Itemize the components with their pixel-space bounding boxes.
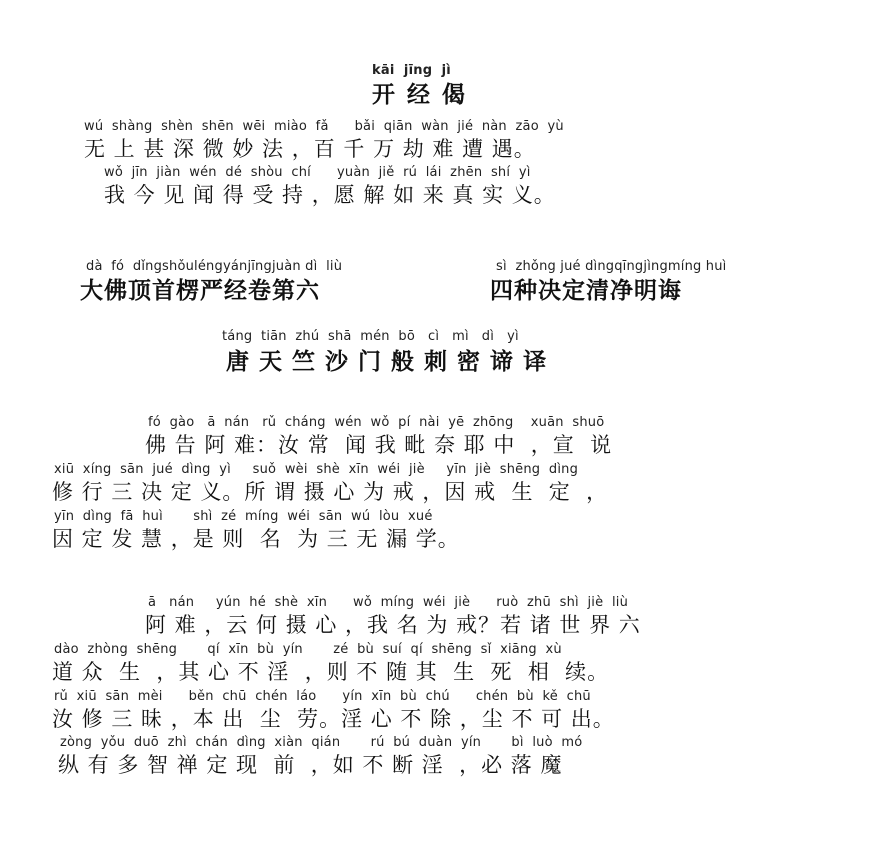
translator-pinyin: táng tiān zhú shā mén bō cì mì dì yì <box>222 329 519 344</box>
verse-line-2-pinyin: wǒ jīn jiàn wén dé shòu chí yuàn jiě rú lái zhēn shí yì <box>104 165 531 180</box>
para2-line-3: 汝 修 三 昧 ，本 出 尘 劳。淫 心 不 除 ，尘 不 可 出。 <box>52 707 615 731</box>
para2-line-4-pinyin: zòng yǒu duō zhì chán dìng xiàn qián rú bú duàn yín bì luò mó <box>60 735 583 750</box>
verse-title-pinyin: kāi jīng jì <box>372 63 451 78</box>
chapter-title-pinyin: sì zhǒng jué dìngqīngjìngmíng huì <box>496 259 727 274</box>
verse-line-1: 无 上 甚 深 微 妙 法 ，百 千 万 劫 难 遭 遇。 <box>84 137 536 161</box>
translator-line: 唐 天 竺 沙 门 般 刺 密 谛 译 <box>226 349 548 375</box>
para2-line-1: 阿 难 ，云 何 摄 心 ，我 名 为 戒？若 诸 世 界 六 <box>145 613 641 637</box>
para2-line-1-pinyin: ā nán yún hé shè xīn wǒ míng wéi jiè ruò zhū shì jiè liù <box>148 595 629 610</box>
verse-line-2: 我 今 见 闻 得 受 持 ，愿 解 如 来 真 实 义。 <box>104 183 556 207</box>
para2-line-4: 纵 有 多 智 禅 定 现 前 ，如 不 断 淫 ，必 落 魔 <box>58 753 563 777</box>
scroll-title: 大佛顶首楞严经卷第六 <box>80 278 320 304</box>
para2-line-3-pinyin: rǔ xiū sān mèi běn chū chén láo yín xīn bù chú chén bù kě chū <box>54 689 591 704</box>
para2-line-2-pinyin: dào zhòng shēng qí xīn bù yín zé bù suí qí shēng sǐ xiāng xù <box>54 642 562 657</box>
para1-line-2-pinyin: xiū xíng sān jué dìng yì suǒ wèi shè xīn wéi jiè yīn jiè shēng dìng <box>54 462 579 477</box>
para1-line-2: 修 行 三 决 定 义。所 谓 摄 心 为 戒 ，因 戒 生 定 ， <box>52 480 609 504</box>
verse-title: 开 经 偈 <box>372 82 468 108</box>
verse-line-1-pinyin: wú shàng shèn shēn wēi miào fǎ bǎi qiān wàn jié nàn zāo yù <box>84 119 564 134</box>
scroll-title-pinyin: dà fó dǐngshǒuléngyánjīngjuàn dì liù <box>86 259 343 274</box>
para1-line-3-pinyin: yīn dìng fā huì shì zé míng wéi sān wú lòu xué <box>54 509 433 524</box>
para2-line-2: 道 众 生 ，其 心 不 淫 ，则 不 随 其 生 死 相 续。 <box>52 660 610 684</box>
para1-line-1-pinyin: fó gào ā nán rǔ cháng wén wǒ pí nài yē zhōng xuān shuō <box>148 415 605 430</box>
para1-line-3: 因 定 发 慧 ，是 则 名 为 三 无 漏 学。 <box>52 527 460 551</box>
chapter-title: 四种决定清净明诲 <box>490 278 682 304</box>
para1-line-1: 佛 告 阿 难：汝 常 闻 我 毗 奈 耶 中 ，宣 说 <box>145 433 613 457</box>
